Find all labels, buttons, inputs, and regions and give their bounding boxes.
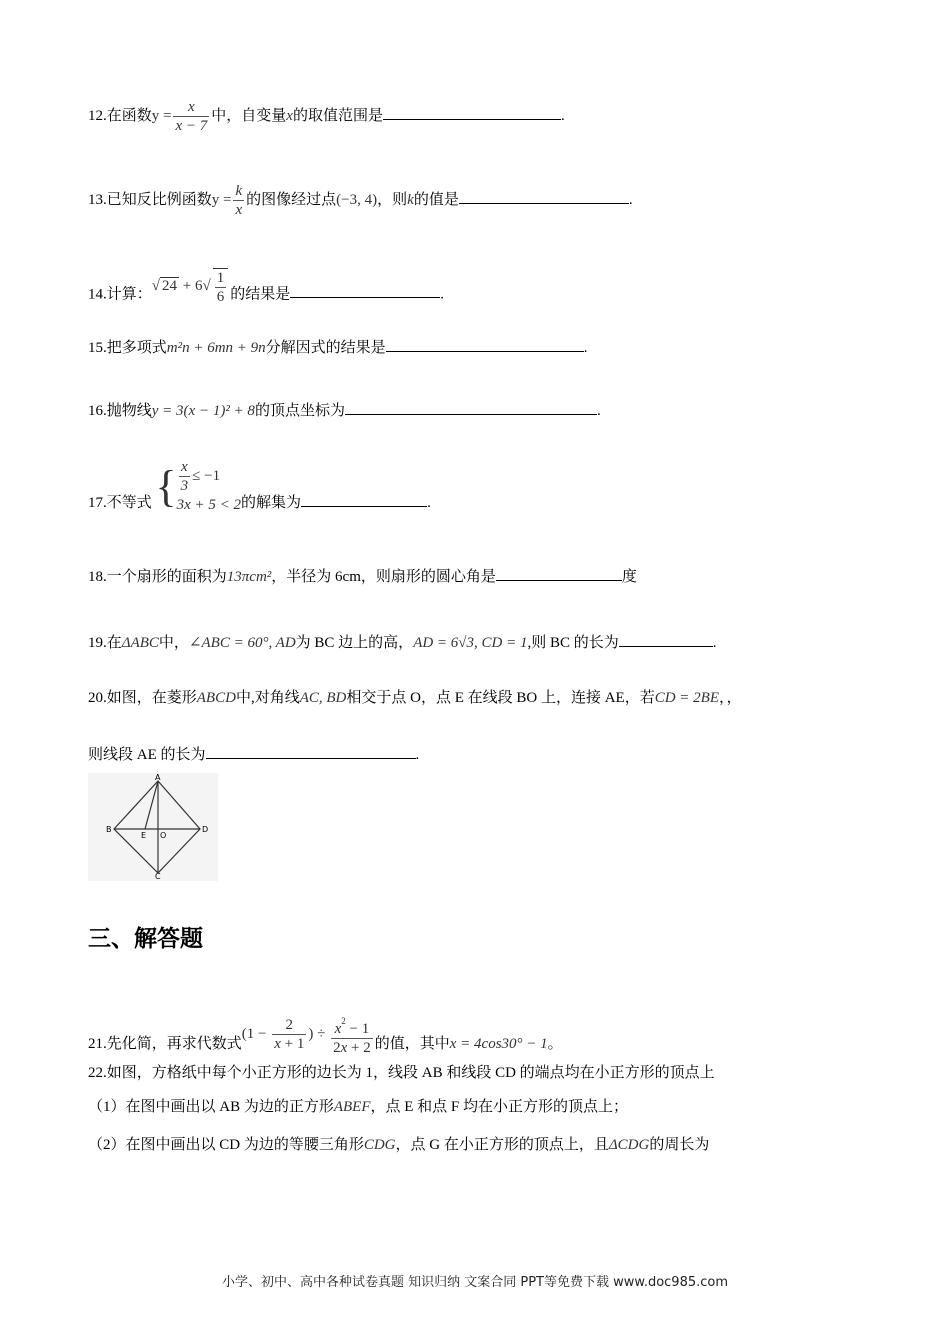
formula: (1 − $\frac{2}{x + 1}$ ) ÷ $\frac{x^2 - 1}{2x + 2}$ (241, 1016, 371, 1056)
label-A: A (155, 773, 161, 782)
answer-blank[interactable] (345, 400, 597, 415)
answer-blank[interactable] (496, 566, 622, 581)
answer-blank[interactable] (459, 189, 629, 204)
question-19: 19.在ΔABC中，∠ABC = 60°, AD为 BC 边上的高，AD = 6√3, CD = 1,则 BC 的长为 . (88, 632, 717, 653)
formula: y = 3(x − 1)² + 8 (151, 403, 255, 419)
inequality-system: { $\frac{x}{3}$ ≤ −1 3x + 5 < 2 (155, 459, 242, 513)
formula: 13πcm² (226, 569, 272, 585)
label-C: C (155, 872, 161, 881)
answer-blank[interactable] (301, 492, 427, 507)
label-O: O (160, 831, 167, 840)
formula: y = $\frac{x}{x - 7}$ (151, 99, 208, 134)
question-21: 21.先化简，再求代数式(1 − $\frac{2}{x + 1}$ ) ÷ $\frac{x^2 - 1}{2x + 2}$ 的值，其中x = 4cos30° − 1。 (88, 1016, 563, 1056)
label-E: E (141, 831, 147, 840)
question-20-line2: 则线段 AE 的长为 . (88, 744, 419, 765)
question-12: 12.在函数y = $\frac{x}{x - 7}$ 中，自变量x的取值范围是 . (88, 99, 565, 134)
formula: √ 24 + 6√ $\frac{1}{6}$ (152, 278, 230, 294)
footer-text: 小学、初中、高中各种试卷真题 知识归纳 文案合同 PPT等免费下载 www.doc985.com (221, 1275, 729, 1290)
answer-blank[interactable] (206, 744, 416, 759)
question-16: 16.抛物线y = 3(x − 1)² + 8的顶点坐标为 . (88, 400, 601, 421)
answer-blank[interactable] (383, 105, 561, 120)
formula: y = $\frac{k}{x}$ (211, 183, 243, 218)
answer-blank[interactable] (386, 337, 584, 352)
rhombus-figure (88, 773, 218, 881)
question-22-part1: （1）在图中画出以 AB 为边的正方形ABEF，点 E 和点 F 均在小正方形的顶点上； (88, 1099, 629, 1115)
question-20: 20.如图，在菱形ABCD中,对角线AC, BD相交于点 O，点 E 在线段 BO 上，连接 AE，若CD = 2BE，， (88, 690, 742, 706)
question-22: 22.如图，方格纸中每个小正方形的边长为 1，线段 AB 和线段 CD 的端点均在小正方形的顶点上 (88, 1065, 715, 1081)
label-D: D (202, 825, 209, 834)
question-15: 15.把多项式m²n + 6mn + 9n分解因式的结果是 . (88, 337, 587, 358)
label-B: B (106, 825, 112, 834)
question-18: 18.一个扇形的面积为13πcm²，半径为 6cm，则扇形的圆心角是 度 (88, 566, 637, 587)
formula: m²n + 6mn + 9n (166, 340, 266, 356)
answer-blank[interactable] (619, 632, 713, 647)
question-17: 17.不等式 { $\frac{x}{3}$ ≤ −1 3x + 5 < 2 的解集为 . (88, 459, 431, 513)
answer-blank[interactable] (290, 283, 440, 298)
question-14: 14.计算：√ 24 + 6√ $\frac{1}{6}$ 的结果是 . (88, 270, 444, 305)
section-title: 三、解答题 (88, 926, 203, 952)
question-text: 12.在函数 (88, 107, 152, 124)
question-13: 13.已知反比例函数y = $\frac{k}{x}$ 的图像经过点(−3, 4)，则k的值是 . (88, 183, 633, 218)
question-22-part2: （2）在图中画出以 CD 为边的等腰三角形CDG，点 G 在小正方形的顶点上，且ΔCDG的周长为 (88, 1137, 710, 1153)
